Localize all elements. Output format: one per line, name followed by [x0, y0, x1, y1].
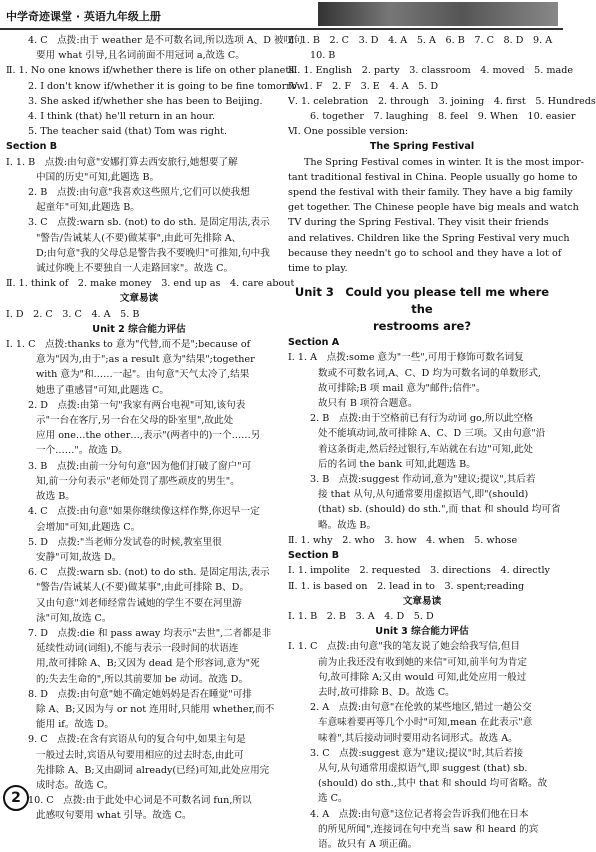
- answer-line: 2. A 点拨:由句意"在伦敦的某些地区,错过一趟公交: [310, 702, 532, 714]
- answer-line: Ⅰ. D 2. C 3. C 4. A 5. B: [6, 308, 140, 320]
- answer-line: 7. D 点拨:die 和 pass away 均表示"去世",二者都是非: [28, 627, 272, 639]
- unit3-title-line1: Unit 3 Could you please tell me where the: [294, 285, 550, 317]
- answer-line: Ⅱ. 1. why 2. who 3. how 4. when 5. whose: [288, 534, 518, 546]
- answer-line: 起童年"可知,此题选 B。: [36, 202, 140, 214]
- answer-line: 应用 one…the other…,表示"(两者中的)一个……另: [36, 430, 261, 442]
- answer-line: 10. B: [310, 50, 336, 62]
- answer-line: 延续性动词(词组),不能与表示一段时间的状语连: [36, 643, 239, 655]
- essay-line: TV during the Spring Festival. They visit their friends: [288, 217, 549, 229]
- unit3-title-line2: restrooms are?: [372, 319, 472, 334]
- answer-line: 8. D 点拨:由句意"她不确定她妈妈是否在睡觉"可排: [28, 688, 252, 700]
- right-top-answers: [288, 33, 596, 155]
- answer-line: 3. B 点拨:suggest 作动词,意为"建议;提议",其后若: [310, 474, 536, 486]
- answer-line: Ⅱ. 1. B 2. C 3. D 4. A 5. A 6. B 7. C 8. D 9. A: [288, 35, 553, 46]
- header-title: 中学奇迹课堂 · 英语九年级上册: [6, 10, 161, 23]
- essay: [288, 155, 584, 277]
- answer-line: (should) do sth.,其中 that 和 should 均可省略。故: [318, 778, 548, 790]
- answer-line: Ⅱ. 1. think of 2. make money 3. end up as 4. care about: [6, 278, 295, 290]
- answer-line: Unit 3 综合能力评估: [375, 626, 469, 638]
- answer-line: Section B: [288, 550, 340, 562]
- answer-line: Ⅵ. One possible version:: [288, 126, 409, 138]
- answer-line: 中国的历史"可知,此题选 B。: [36, 171, 160, 183]
- answer-line: 句,故可排除 A;又由 would 可知,此处应用一般过: [318, 671, 527, 683]
- answer-line: "警告/告诫某人(不要)做某事",由此可排除 B、D。: [36, 582, 250, 594]
- answer-line: 味着",其后接动词时要用动名词形式。故选 A。: [318, 732, 518, 744]
- answer-line: 后的名词 the bank 可知,此题选 B。: [318, 458, 476, 470]
- answer-line: 泳"可知,故选 C。: [36, 612, 112, 624]
- answer-line: 文章易读: [119, 293, 159, 305]
- left-column: [6, 33, 307, 824]
- answer-line: 6. together 7. laughing 8. feel 9. When 10. easier: [310, 111, 576, 123]
- answer-line: Ⅰ. 1. impolite 2. requested 3. directions 4. directly: [288, 565, 550, 577]
- answer-line: 着这条街走,然后经过银行,车站就在右边"可知,此处: [318, 443, 534, 455]
- answer-line: 2. I don't know if/whether it is going to be fine tomorrow.: [28, 80, 307, 92]
- answer-line: 知,前一分句表示"老师处罚了那些顽皮的男生"。: [36, 475, 240, 487]
- answer-line: 车意味着要再等几个小时"可知,mean 在此表示"意: [318, 717, 533, 729]
- answer-line: 的所见所闻",连接词在句中充当 saw 和 heard 的宾: [318, 823, 539, 835]
- answer-line: Ⅳ. 1. F 2. F 3. E 4. A 5. D: [288, 80, 439, 92]
- answer-line: 的;失去生命的",所以其前要加 be 动词。故选 D。: [36, 673, 249, 685]
- answer-line: Ⅱ. 1. is based on 2. lead in to 3. spent;reading: [288, 580, 525, 592]
- answer-line: Ⅰ. 1. A 点拨:some 意为"一些",可用于修饰可数名词复: [288, 352, 524, 364]
- answer-line: 成时态。故选 C。: [36, 779, 114, 791]
- answer-line: 她患了重感冒"可知,此题选 C。: [36, 384, 169, 396]
- answer-line: 从句,从句通常用虚拟语气,即 suggest (that) sb.: [318, 762, 528, 774]
- answer-line: 5. The teacher said (that) Tom was right.: [28, 126, 228, 138]
- right-column: [288, 33, 596, 852]
- answer-line: Ⅰ. 1. B 点拨:由句意"安娜打算去西安旅行,她想要了解: [6, 156, 238, 168]
- answer-line: 6. C 点拨:warn sb. (not) to do sth. 是固定用法,表示: [28, 567, 270, 579]
- answer-line: 4. C 点拨:由句意"如果你继续像这样作弊,你迟早一定: [28, 506, 260, 518]
- answer-line: 此感叹句要用 what 引导。故选 C。: [36, 810, 192, 822]
- watermark-logo: [395, 748, 555, 808]
- answer-line: 9. C 点拨:在含有宾语从句的复合句中,如果主句是: [28, 734, 246, 746]
- answer-line: 2. B 点拨:由于空格前已有行为动词 go,所以此空格: [310, 413, 533, 425]
- answer-line: Unit 2 综合能力评估: [92, 323, 186, 335]
- header-banner-image: [318, 2, 558, 26]
- essay-line: because they needn't go to school and they have a lot of: [288, 247, 562, 259]
- answer-line: 又由句意"刘老师经常告诫她的学生不要在河里游: [36, 597, 242, 609]
- answer-line: 3. She asked if/whether she has been to Beijing.: [28, 95, 263, 107]
- answer-line: 4. I think (that) he'll return in an hour.: [28, 111, 216, 123]
- answer-line: 接 that 从句,从句通常要用虚拟语气,即"(should): [318, 489, 529, 501]
- essay-line: time to play.: [288, 263, 348, 275]
- answer-line: 除 A、B;又因为与 or not 连用时,只能用 whether,而不: [36, 703, 275, 715]
- answer-line: 诚过你晚上不要独自一人走路回家"。故选 C。: [36, 263, 234, 275]
- answer-line: 故选 B。: [36, 491, 75, 503]
- answer-line: 意为"因为,由于";as a result 意为"结果";together: [36, 354, 255, 366]
- answer-line: 故只有 B 项符合题意。: [318, 398, 418, 410]
- answer-line: 处不能填动词,故可排除 A、C、D 三项。又由句意"沿: [318, 428, 546, 440]
- answer-line: 要用 what 引导,且名词前面不用冠词 a,故选 C。: [36, 50, 245, 62]
- page-number: 2: [3, 785, 29, 811]
- answer-line: Ⅰ. 1. B 2. B 3. A 4. D 5. D: [288, 610, 434, 622]
- essay-line: and relatives. Children like the Spring Festival very much: [288, 232, 570, 244]
- answer-line: 文章易读: [402, 595, 442, 607]
- answer-line: "警告/告诫某人(不要)做某事",由此可先排除 A、: [36, 232, 242, 244]
- essay-line: spend the festival with their family. They have a big family: [288, 187, 573, 199]
- answer-line: 用,故可排除 A、B;又因为 dead 是个形容词,意为"死: [36, 658, 260, 670]
- essay-line: tant traditional festival in China. People usually go home to: [288, 171, 578, 183]
- answer-line: 略。故选 B。: [318, 519, 377, 531]
- page-header: [0, 0, 563, 30]
- header-rule: [0, 28, 563, 30]
- answer-line: 安静"可知,故选 D。: [36, 551, 122, 563]
- answer-line: 4. A 点拨:由句意"这位记者将会告诉我们他在日本: [310, 808, 529, 820]
- answer-line: Section A: [288, 337, 340, 349]
- answer-line: 2. B 点拨:由句意"我喜欢这些照片,它们可以使我想: [28, 187, 250, 199]
- answer-line: The Spring Festival: [369, 141, 475, 153]
- essay-line: The Spring Festival comes in winter. It is the most impor-: [304, 156, 584, 168]
- answer-line: Ⅰ. 1. C 点拨:由句意"我的笔友说了她会给我写信,但目: [288, 641, 521, 653]
- answer-line: 语。故只有 A 项正确。: [318, 838, 418, 850]
- essay-line: get together. The Chinese people have big meals and watch: [288, 202, 579, 214]
- answer-line: 一般过去时,宾语从句要用相应的过去时态,由此可: [36, 749, 244, 761]
- answer-line: 会增加"可知,此题选 C。: [36, 521, 141, 533]
- answer-line: with 意为"和……一起"。由句意"天气太冷了,结果: [36, 369, 250, 381]
- answer-line: 数或不可数名词,A、C、D 均为可数名词的单数形式,: [318, 367, 541, 379]
- answer-line: Ⅲ. 1. English 2. party 3. classroom 4. moved 5. made: [288, 65, 574, 77]
- answer-line: 5. D 点拨:"当老师分发试卷的时候,教室里很: [28, 536, 222, 548]
- answer-line: 选 C。: [318, 793, 348, 805]
- answer-line: 3. B 点拨:由前一分句句意"因为他们打破了窗户"可: [28, 460, 252, 472]
- answer-line: 2. D 点拨:由第一句"我家有两台电视"可知,该句表: [28, 399, 246, 411]
- answer-line: 4. C 点拨:由于 weather 是不可数名词,所以选项 A、D 被叹句: [28, 35, 303, 46]
- answer-line: 3. C 点拨:warn sb. (not) to do sth. 是固定用法,表示: [28, 217, 270, 229]
- answer-line: Section B: [6, 141, 58, 153]
- answer-line: (that) sb. (should) do sth.",而 that 和 should 均可省: [318, 504, 561, 516]
- answer-line: 能用 if。故选 D。: [36, 719, 114, 731]
- answer-line: 10. C 点拨:由于此处中心词是不可数名词 fun,所以: [28, 795, 252, 807]
- answer-line: D;由句意"我的父母总是警告我不要晚归"可推知,句中我: [36, 247, 270, 259]
- answer-line: Ⅱ. 1. No one knows if/whether there is life on other planets.: [6, 65, 298, 77]
- answer-line: 示"一台在客厅,另一台在父母的卧室里",故此处: [36, 415, 234, 427]
- answer-line: 故可排除;B 项 mail 意为"邮件;信件"。: [318, 382, 486, 394]
- answer-line: Ⅴ. 1. celebration 2. through 3. joining 4. first 5. Hundreds: [288, 95, 596, 107]
- answer-line: Ⅰ. 1. C 点拨:thanks to 意为"代替,而不是";because of: [6, 339, 251, 351]
- answer-line: 3. C 点拨:suggest 意为"建议;提议"时,其后若接: [310, 747, 524, 759]
- answer-line: 一个……"。故选 D。: [36, 445, 128, 457]
- answer-line: 去时,故可排除 B、D。故选 C。: [318, 686, 455, 698]
- answer-line: 前为止我还没有收到她的来信"可知,前半句为肯定: [318, 656, 527, 668]
- answer-line: 先排除 A、B;又由副词 already(已经)可知,此处应用完: [36, 764, 270, 776]
